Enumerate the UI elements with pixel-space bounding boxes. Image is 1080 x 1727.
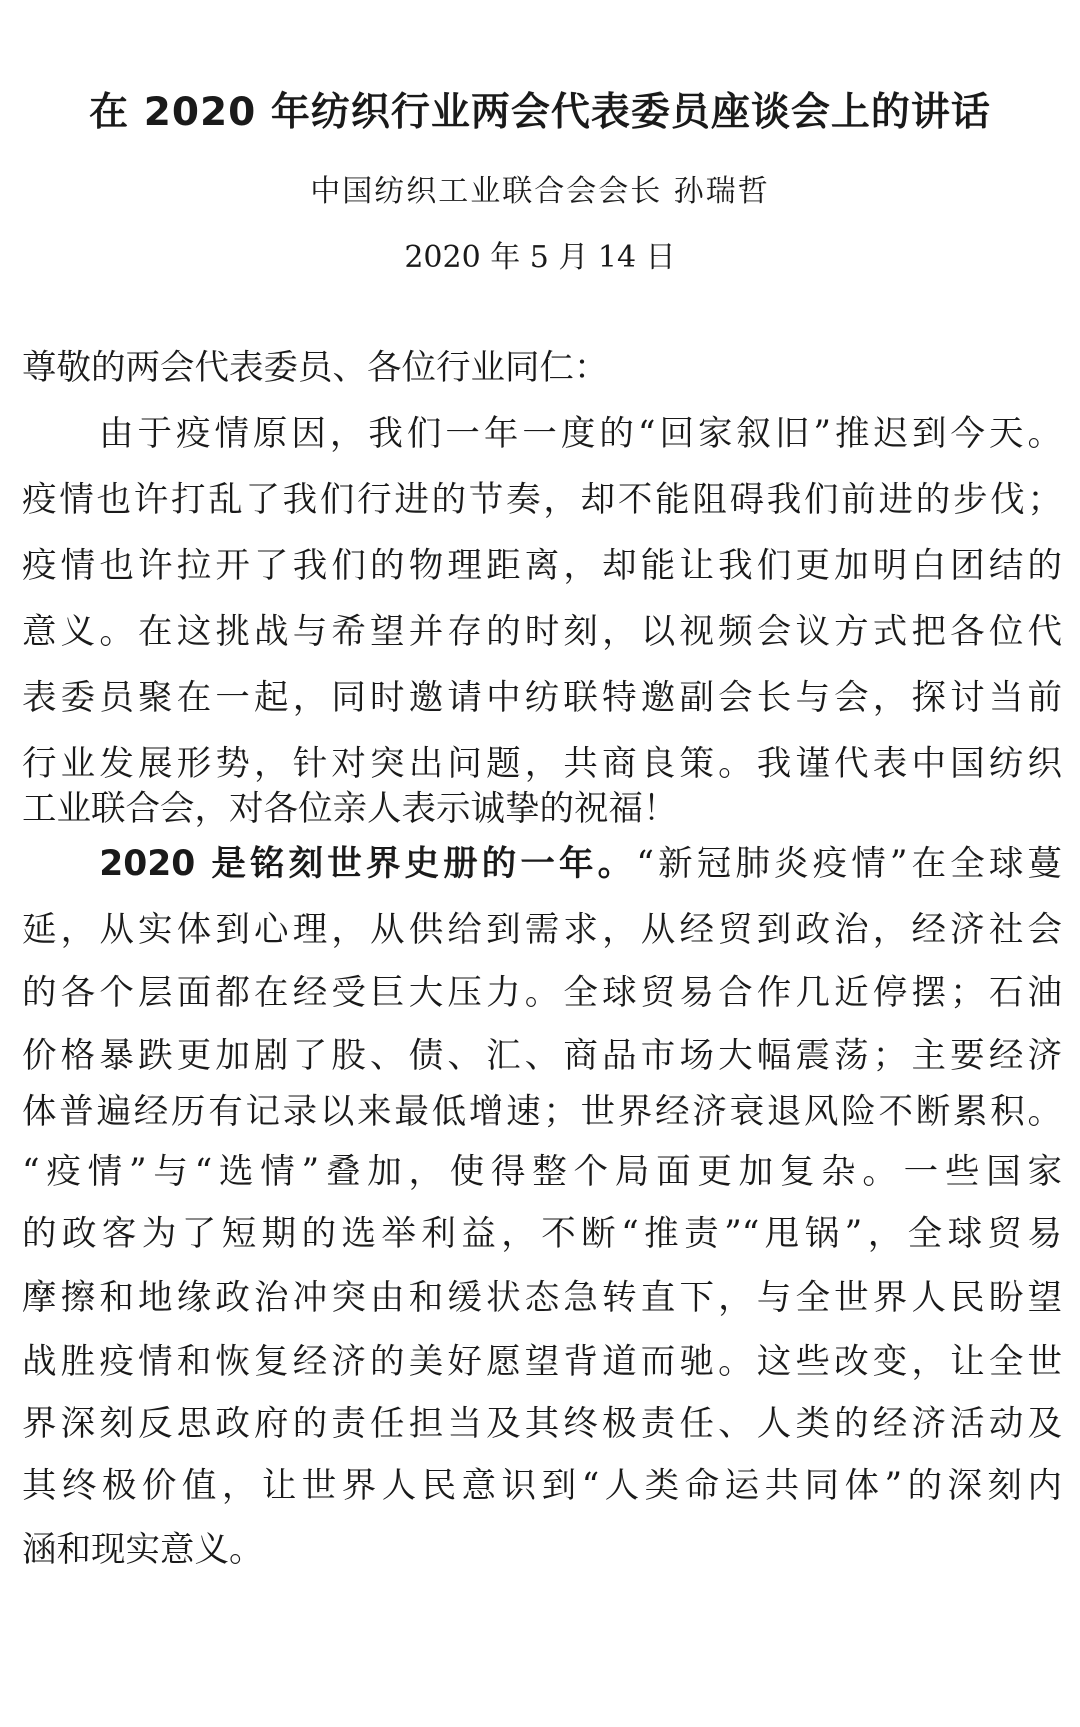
body-line: 战胜疫情和恢复经济的美好愿望背道而驰。这些改变，让全世 — [22, 1342, 1062, 1382]
body-line: 其终极价值，让世界人民意识到“人类命运共同体”的深刻内 — [22, 1466, 1062, 1506]
body-line: 的各个层面都在经受巨大压力。全球贸易合作几近停摆；石油 — [22, 973, 1062, 1013]
body-line: 表委员聚在一起，同时邀请中纺联特邀副会长与会，探讨当前 — [22, 678, 1062, 718]
body-line: 价格暴跌更加剧了股、债、汇、商品市场大幅震荡；主要经济 — [22, 1036, 1062, 1076]
body-line: 意义。在这挑战与希望并存的时刻，以视频会议方式把各位代 — [22, 612, 1062, 652]
body-line: 涵和现实意义。 — [22, 1530, 264, 1570]
body-line: 界深刻反思政府的责任担当及其终极责任、人类的经济活动及 — [22, 1404, 1062, 1444]
body-line: 疫情也许打乱了我们行进的节奏，却不能阻碍我们前进的步伐； — [22, 480, 1062, 520]
speaker-byline: 中国纺织工业联合会会长 孙瑞哲 — [310, 174, 770, 209]
body-line: 行业发展形势，针对突出问题，共商良策。我谨代表中国纺织 — [22, 744, 1062, 784]
bold-lead-sentence: 2020 是铭刻世界史册的一年。 — [22, 844, 637, 884]
speech-title: 在 2020 年纺织行业两会代表委员座谈会上的讲话 — [89, 90, 991, 135]
body-line: 延，从实体到心理，从供给到需求，从经贸到政治，经济社会 — [22, 910, 1062, 950]
body-line: 工业联合会，对各位亲人表示诚挚的祝福！ — [22, 789, 678, 829]
salutation-line: 尊敬的两会代表委员、各位行业同仁： — [22, 348, 609, 388]
body-line: 摩擦和地缘政治冲突由和缓状态急转直下，与全世界人民盼望 — [22, 1278, 1062, 1318]
body-line: 疫情也许拉开了我们的物理距离，却能让我们更加明白团结的 — [22, 546, 1062, 586]
body-line: 由于疫情原因，我们一年一度的“回家叙旧”推迟到今天。 — [22, 414, 1062, 454]
speech-date: 2020 年 5 月 14 日 — [404, 240, 676, 275]
body-line: 的政客为了短期的选举利益，不断“推责”“甩锅”，全球贸易 — [22, 1214, 1062, 1254]
body-line: “疫情”与“选情”叠加，使得整个局面更加复杂。一些国家 — [22, 1152, 1062, 1192]
body-line-with-lead — [22, 828, 1062, 900]
body-line: 体普遍经历有记录以来最低增速；世界经济衰退风险不断累积。 — [22, 1092, 1062, 1132]
line-continuation: “新冠肺炎疫情”在全球蔓 — [636, 844, 1062, 884]
